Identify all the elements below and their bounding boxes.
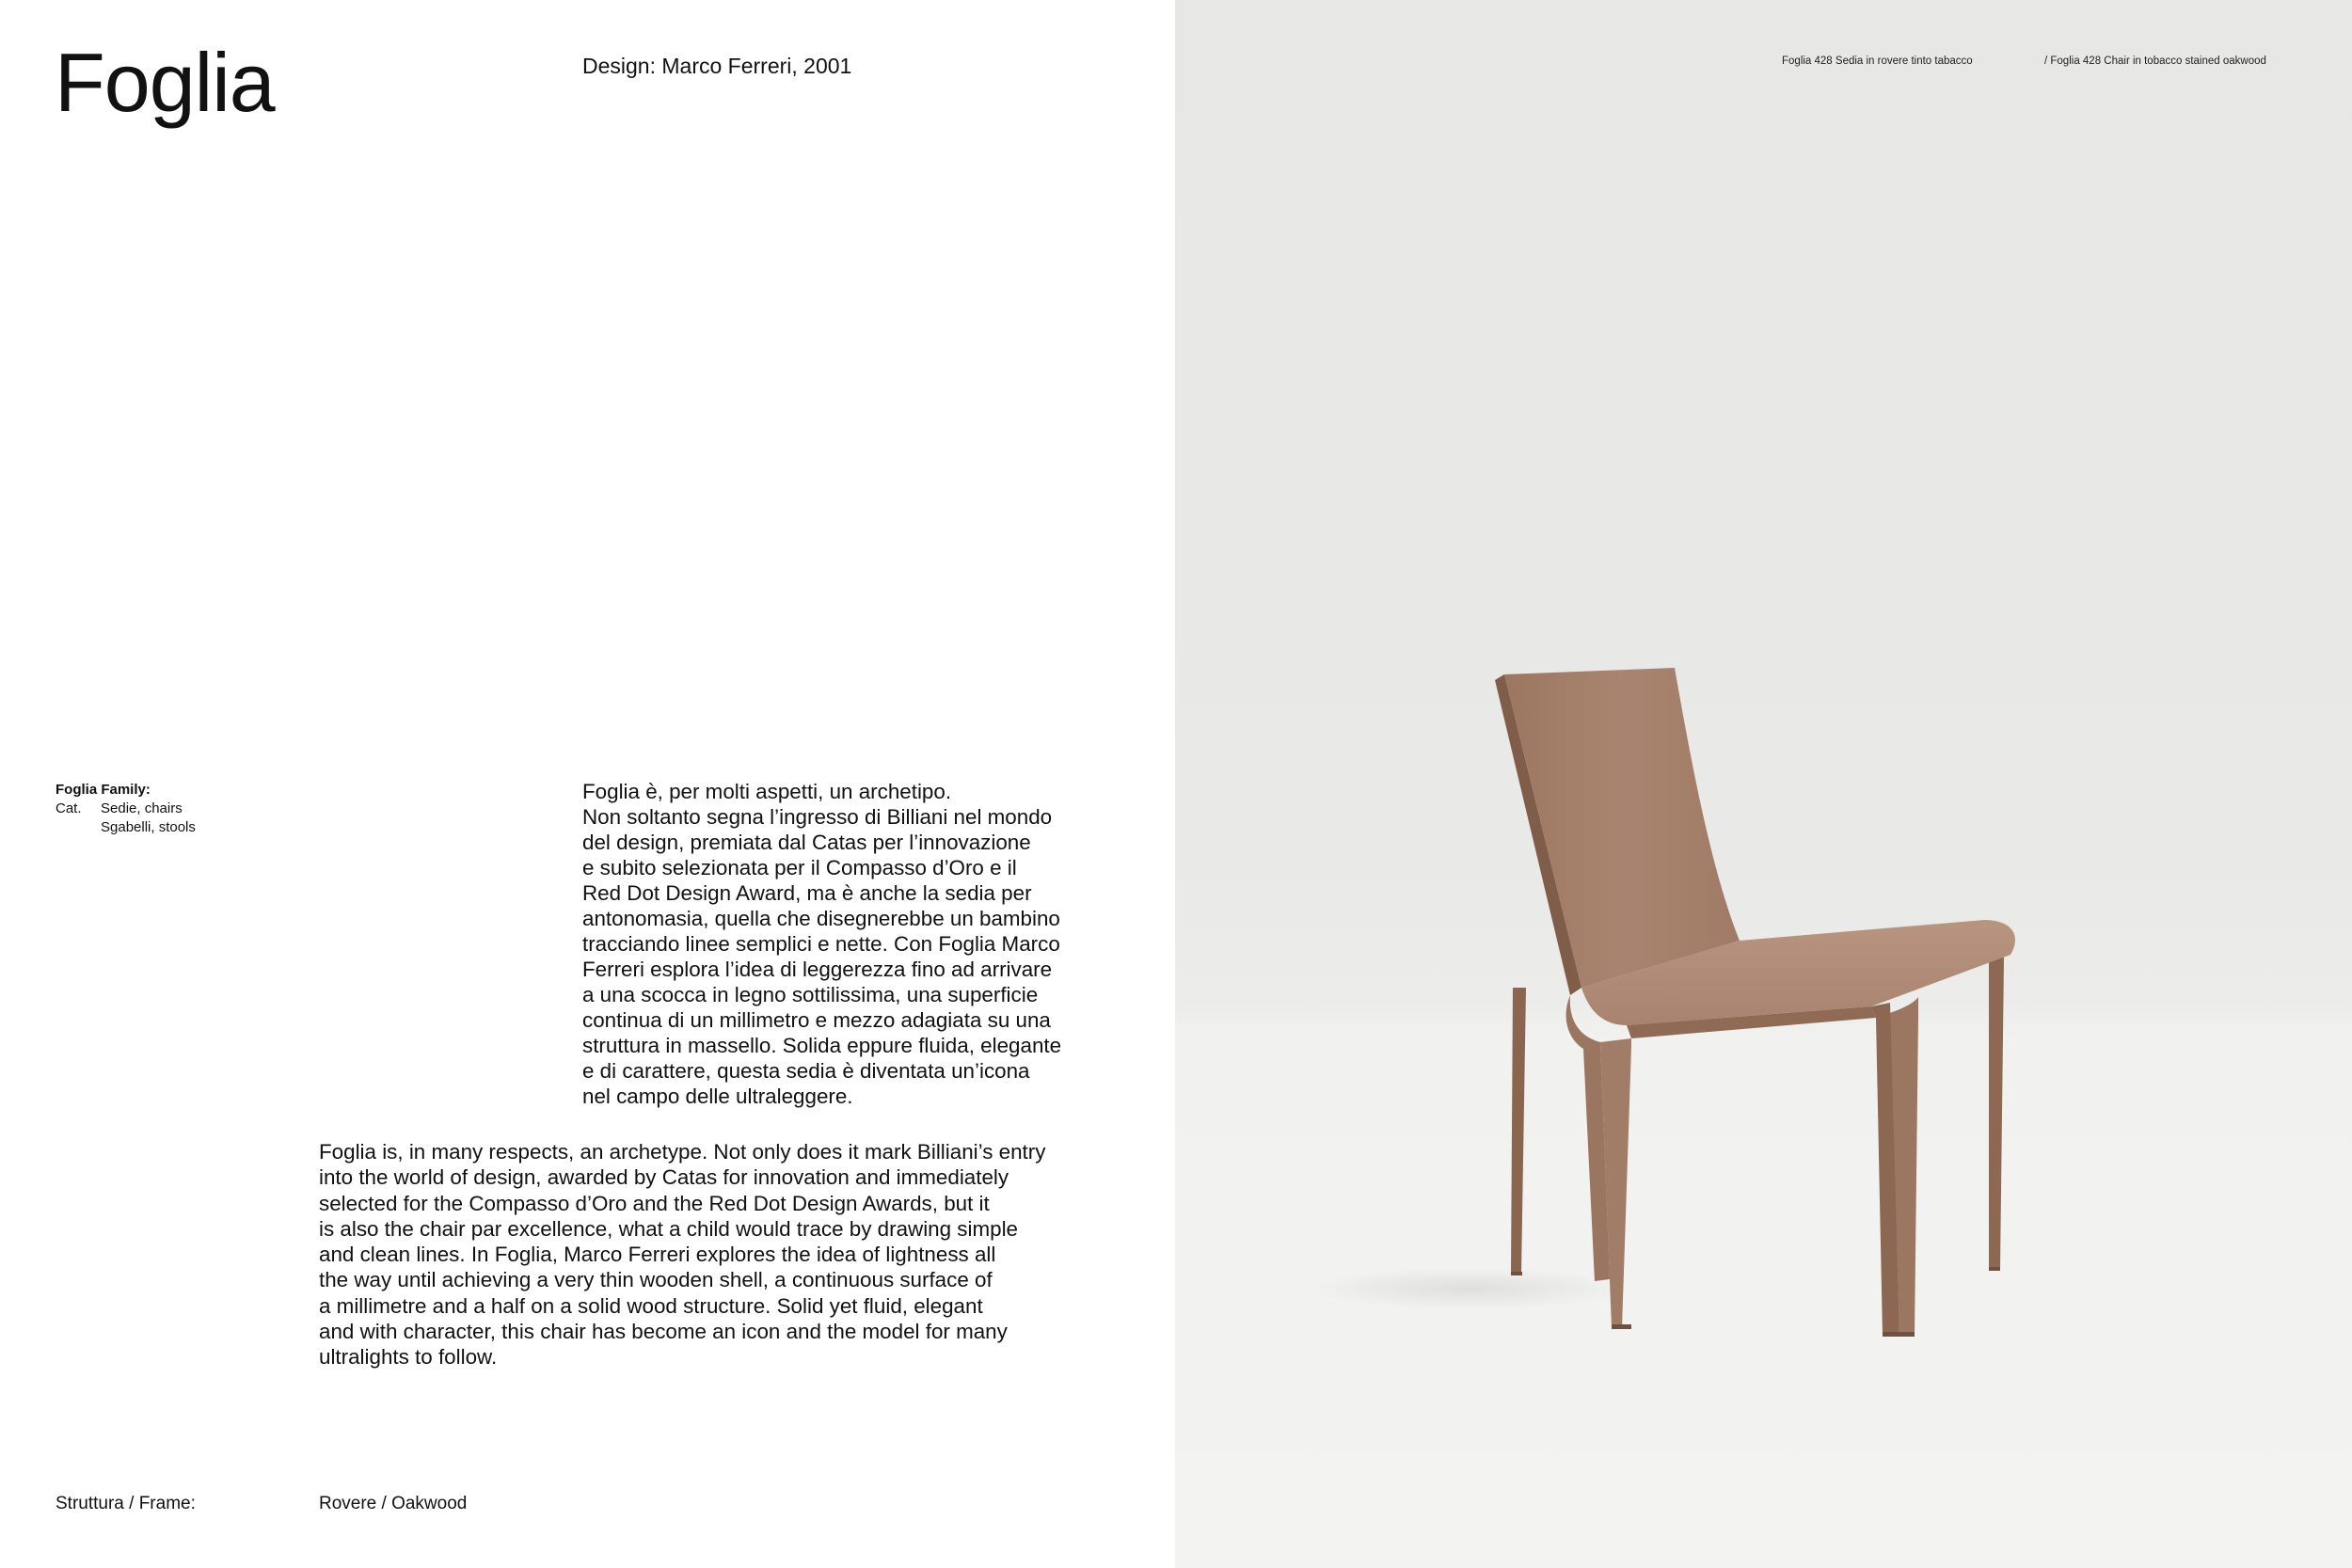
frame-value: Rovere / Oakwood: [319, 1494, 468, 1513]
italian-line: Foglia è, per molti aspetti, un archetipo.: [582, 780, 952, 803]
italian-line: tracciando linee semplici e nette. Con Foglia Marco: [582, 932, 1060, 956]
italian-line: a una scocca in legno sottilissima, una superficie: [582, 983, 1039, 1006]
frame-label: Struttura / Frame:: [56, 1494, 196, 1513]
chair-shadow: [1309, 1268, 1629, 1309]
chair-foot: [1883, 1332, 1915, 1337]
english-line: Foglia is, in many respects, an archetype. Not only does it mark Billiani’s entry: [319, 1140, 1046, 1164]
italian-line: Red Dot Design Award, ma è anche la sedia per: [582, 881, 1032, 905]
page-title: Foglia: [55, 36, 275, 129]
italian-line: antonomasia, quella che disegnerebbe un bambino: [582, 907, 1060, 930]
english-line: into the world of design, awarded by Catas for innovation and immediately: [319, 1165, 1009, 1190]
chair-photo: [1175, 0, 2352, 1568]
family-info: [56, 781, 196, 837]
english-line: and clean lines. In Foglia, Marco Ferreri explores the idea of lightness all: [319, 1243, 996, 1267]
italian-line: Non soltanto segna l’ingresso di Billiani nel mondo: [582, 805, 1053, 829]
category-label: Cat.: [56, 800, 82, 816]
family-heading: Foglia Family:: [56, 782, 151, 798]
right-page-photo: [1175, 0, 2352, 1568]
english-line: ultralights to follow.: [319, 1345, 498, 1370]
italian-line: e subito selezionata per il Compasso d’Oro e il: [582, 856, 1017, 879]
italian-description: [582, 779, 1109, 1109]
english-line: is also the chair par excellence, what a child would trace by drawing simple: [319, 1216, 1018, 1241]
chair-rear-leg-right: [1989, 958, 2004, 1270]
italian-line: Ferreri esplora l’idea di leggerezza fino ad arrivare: [582, 958, 1053, 981]
chair-foot: [1989, 1267, 2000, 1271]
italian-line: continua di un millimetro e mezzo adagiata su una: [582, 1008, 1051, 1032]
english-description: [319, 1139, 1119, 1370]
english-line: the way until achieving a very thin wooden shell, a continuous surface of: [319, 1268, 993, 1292]
chair-rear-leg-left: [1511, 988, 1526, 1275]
designer-credit: Design: Marco Ferreri, 2001: [582, 54, 852, 78]
category-chairs: Sedie, chairs: [101, 800, 183, 816]
chair-foot: [1511, 1272, 1522, 1275]
italian-line: del design, premiata dal Catas per l’innovazione: [582, 831, 1031, 854]
english-line: and with character, this chair has become an icon and the model for many: [319, 1320, 1008, 1344]
left-page: [0, 0, 1175, 1568]
italian-line: nel campo delle ultraleggere.: [582, 1085, 853, 1108]
chair-foot: [1612, 1324, 1631, 1329]
italian-line: struttura in massello. Solida eppure fluida, elegante: [582, 1034, 1062, 1057]
italian-line: e di carattere, questa sedia è diventata un’icona: [582, 1059, 1030, 1083]
family-category-row: [56, 800, 196, 818]
caption-english: / Foglia 428 Chair in tobacco stained oakwood: [2044, 55, 2266, 67]
caption-italian: Foglia 428 Sedia in rovere tinto tabacco: [1782, 55, 1973, 67]
english-line: selected for the Compasso d’Oro and the Red Dot Design Awards, but it: [319, 1191, 990, 1215]
chair-front-leg-left: [1566, 995, 1610, 1281]
english-line: a millimetre and a half on a solid wood structure. Solid yet fluid, elegant: [319, 1293, 983, 1318]
category-stools: Sgabelli, stools: [101, 819, 196, 835]
family-category-row: [56, 818, 196, 837]
